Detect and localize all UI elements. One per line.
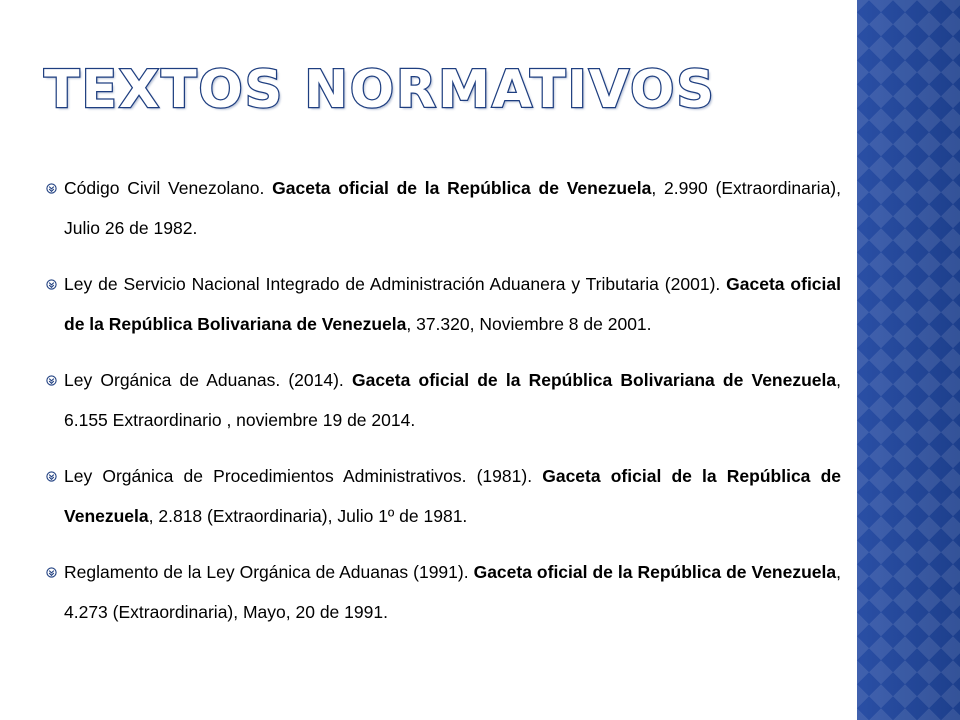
reference-item bbox=[46, 264, 841, 344]
reference-details: , 2.818 (Extraordinaria), Julio 1º de 1981. bbox=[148, 506, 468, 526]
reference-details: , 37.320, Noviembre 8 de 2001. bbox=[406, 314, 652, 334]
reference-source: Ley de Servicio Nacional Integrado de Administración Aduanera y Tributaria (2001). bbox=[64, 274, 727, 294]
reference-item bbox=[46, 168, 841, 248]
reference-details: , 4.273 (Extraordinaria), Mayo, 20 de 1991. bbox=[64, 562, 841, 622]
bullet-icon bbox=[46, 183, 57, 194]
reference-details: , 6.155 Extraordinario , noviembre 19 de 2014. bbox=[64, 370, 842, 430]
reference-publication: Gaceta oficial de la República de Venezuela bbox=[473, 562, 837, 582]
reference-source: Reglamento de la Ley Orgánica de Aduanas (1991). bbox=[64, 562, 474, 582]
decorative-side-panel bbox=[857, 0, 960, 720]
slide-title: TEXTOS NORMATIVOS bbox=[44, 60, 716, 120]
reference-source: Ley Orgánica de Procedimientos Administrativos. (1981). bbox=[64, 466, 543, 486]
bullet-icon bbox=[46, 567, 57, 578]
reference-text bbox=[64, 274, 841, 334]
reference-source: Código Civil Venezolano. bbox=[64, 178, 273, 198]
reference-item bbox=[46, 456, 841, 536]
reference-publication: Gaceta oficial de la República de Venezuela bbox=[64, 466, 841, 526]
bullet-icon bbox=[46, 471, 57, 482]
references-list bbox=[46, 168, 841, 648]
reference-text bbox=[64, 370, 841, 430]
reference-item bbox=[46, 552, 841, 632]
reference-publication: Gaceta oficial de la República Bolivariana de Venezuela bbox=[351, 370, 837, 390]
reference-text bbox=[64, 466, 841, 526]
reference-details: , 2.990 (Extraordinaria), Julio 26 de 1982. bbox=[64, 178, 841, 238]
reference-publication: Gaceta oficial de la República de Venezuela bbox=[272, 178, 652, 198]
reference-text bbox=[64, 178, 841, 238]
reference-source: Ley Orgánica de Aduanas. (2014). bbox=[64, 370, 352, 390]
reference-text bbox=[64, 562, 841, 622]
bullet-icon bbox=[46, 279, 57, 290]
reference-item bbox=[46, 360, 841, 440]
reference-publication: Gaceta oficial de la República Bolivariana de Venezuela bbox=[64, 274, 841, 334]
bullet-icon bbox=[46, 375, 57, 386]
